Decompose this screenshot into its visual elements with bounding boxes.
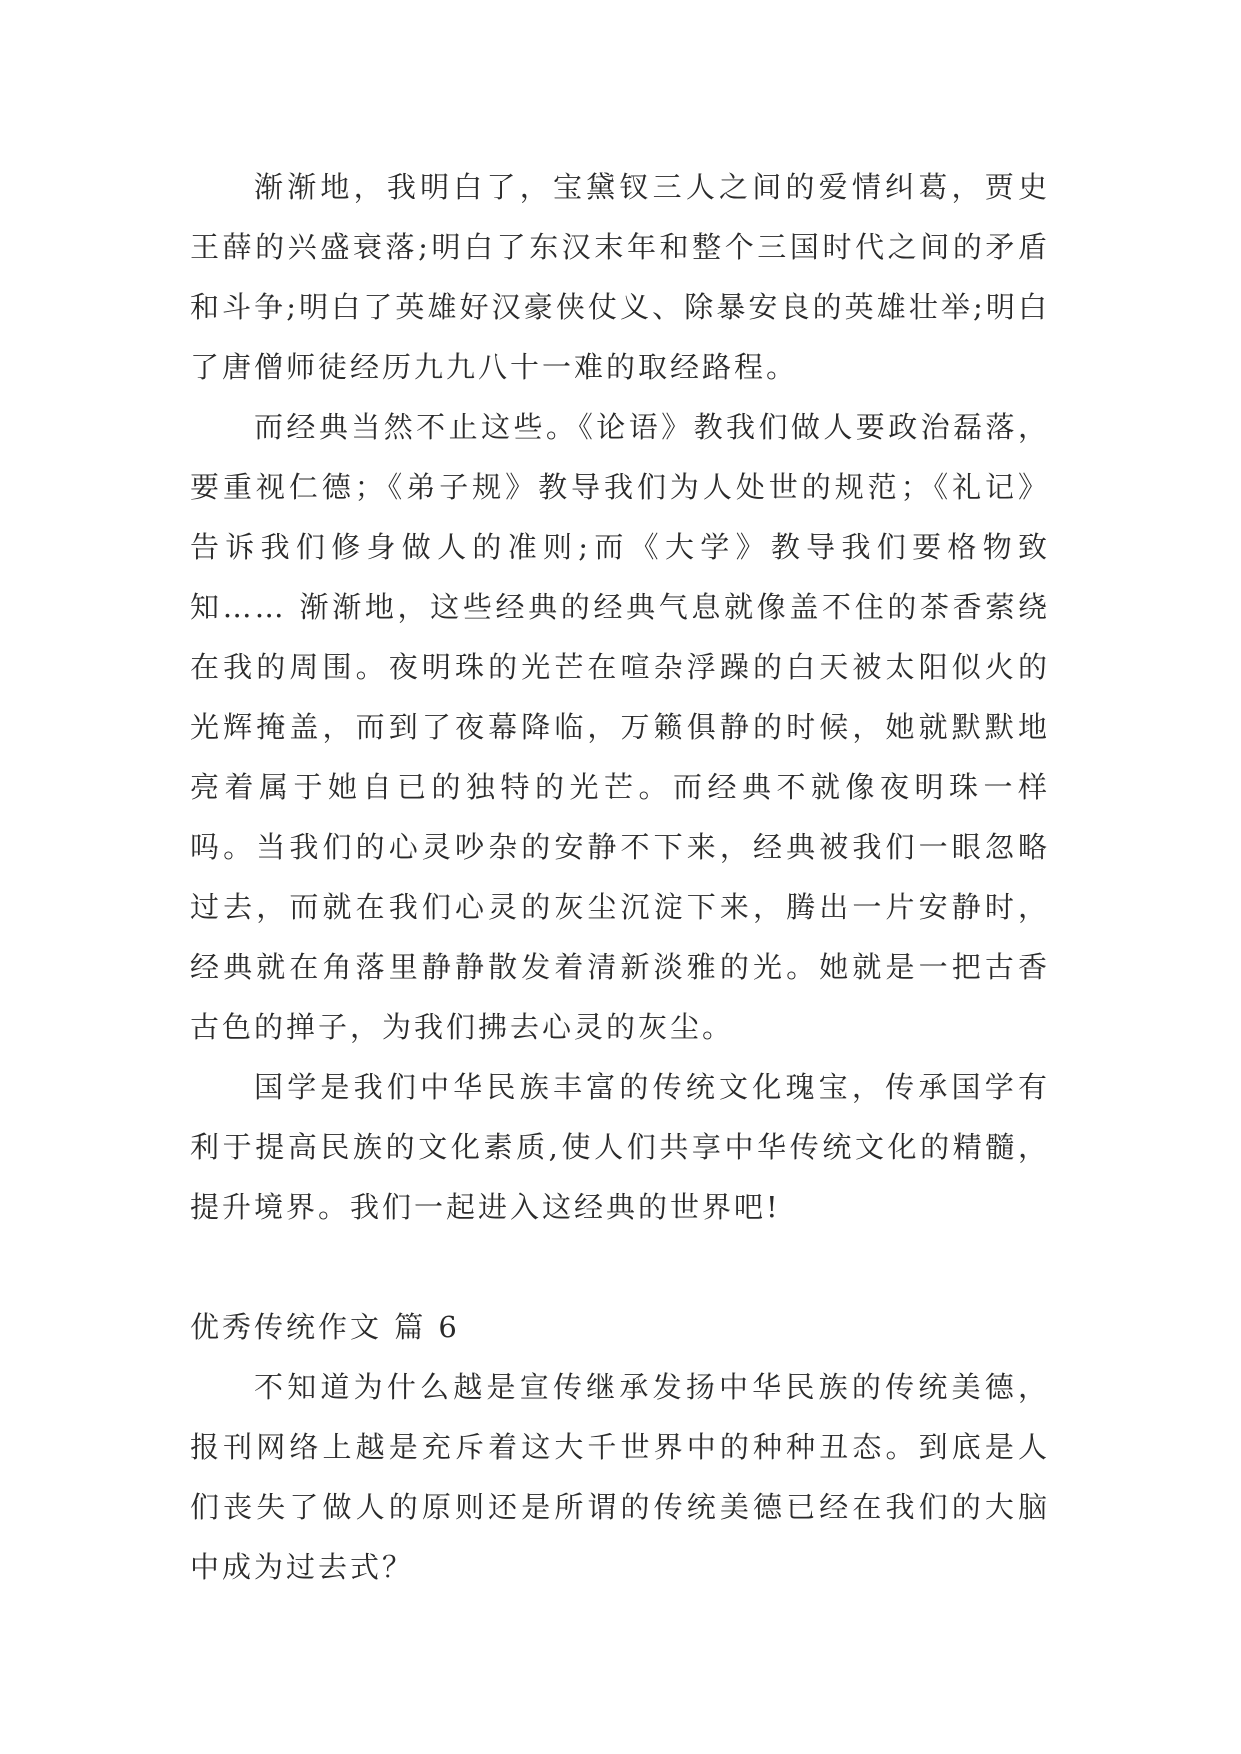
paragraph: 而经典当然不止这些。《论语》教我们做人要政治磊落，要重视仁德；《弟子规》教导我们为人处世的规范；《礼记》告诉我们修身做人的准则;而《大学》教导我们要格物致知…… 渐渐地，这些经典的经典气息就像盖不住的茶香萦绕在我的周围。夜明珠的光芒在喧杂浮躁的白天被太阳似火的光辉掩盖，而到了夜幕降临，万籁俱静的时候，她就默默地亮着属于她自已的独特的光芒。而经典不就像夜明珠一样吗。当我们的心灵吵杂的安静不下来，经典被我们一眼忽略过去，而就在我们心灵的灰尘沉淀下来，腾出一片安静时，经典就在角落里静静散发着清新淡雅的光。她就是一把古香古色的掸子，为我们拂去心灵的灰尘。 bbox=[190, 410, 1050, 1044]
document-body bbox=[190, 157, 1050, 1597]
paragraph: 国学是我们中华民族丰富的传统文化瑰宝，传承国学有利于提高民族的文化素质,使人们共享中华传统文化的精髓，提升境界。我们一起进入这经典的世界吧! bbox=[190, 1070, 1050, 1224]
paragraph: 不知道为什么越是宣传继承发扬中华民族的传统美德，报刊网络上越是充斥着这大千世界中的种种丑态。到底是人们丧失了做人的原则还是所谓的传统美德已经在我们的大脑中成为过去式？ bbox=[190, 1370, 1050, 1584]
section-heading: 优秀传统作文 篇 6 bbox=[190, 1310, 460, 1344]
paragraph: 渐渐地，我明白了，宝黛钗三人之间的爱情纠葛，贾史王薛的兴盛衰落;明白了东汉末年和整个三国时代之间的矛盾和斗争;明白了英雄好汉豪侠仗义、除暴安良的英雄壮举;明白了唐僧师徒经历九九八十一难的取经路程。 bbox=[190, 170, 1050, 384]
